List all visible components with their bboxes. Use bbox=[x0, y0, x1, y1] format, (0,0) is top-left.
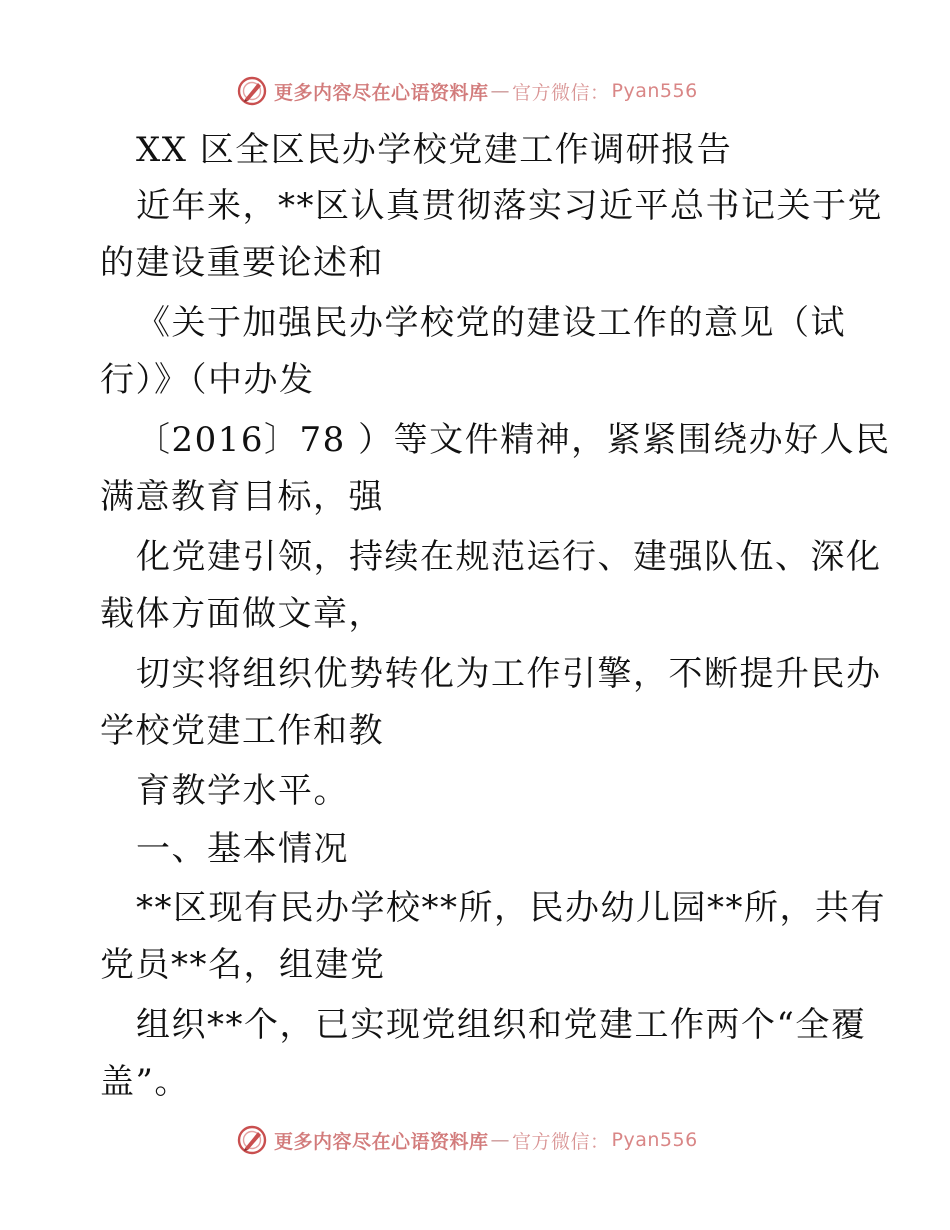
pen-circle-logo-icon bbox=[236, 75, 268, 107]
paragraph-line: 满意教育目标，强 bbox=[100, 477, 384, 517]
paragraph-line: 组织**个，已实现党组织和党建工作两个“全覆 bbox=[136, 1005, 867, 1045]
paragraph-line: 育教学水平。 bbox=[136, 771, 349, 811]
watermark-main-text: 更多内容尽在心语资料库 bbox=[274, 1130, 489, 1153]
paragraph-line: 盖”。 bbox=[100, 1062, 190, 1102]
watermark-wechat-id: Pyan556 bbox=[611, 1129, 698, 1151]
document-title: XX 区全区民办学校党建工作调研报告 bbox=[136, 130, 733, 170]
watermark-dash: — bbox=[490, 80, 511, 102]
paragraph-line: 化党建引领，持续在规范运行、建强队伍、深化 bbox=[136, 537, 882, 577]
paragraph-line: 近年来，**区认真贯彻落实习近平总书记关于党 bbox=[136, 186, 883, 226]
paragraph-line: **区现有民办学校**所，民办幼儿园**所，共有 bbox=[136, 888, 886, 928]
paragraph-line: 〔2016〕78 ）等文件精神，紧紧围绕办好人民 bbox=[136, 420, 891, 460]
pen-circle-logo-icon bbox=[236, 1124, 268, 1156]
watermark-header bbox=[236, 74, 698, 108]
watermark-footer bbox=[236, 1123, 698, 1157]
paragraph-line: 切实将组织优势转化为工作引擎，不断提升民办 bbox=[136, 654, 882, 694]
section-heading: 一、基本情况 bbox=[136, 829, 349, 869]
watermark-main-text: 更多内容尽在心语资料库 bbox=[274, 81, 489, 104]
paragraph-line: 《关于加强民办学校党的建设工作的意见（试 bbox=[136, 303, 846, 343]
watermark-sub-text: 官方微信： bbox=[512, 1130, 610, 1153]
paragraph-line: 行）》（中办发 bbox=[100, 360, 315, 400]
paragraph-line: 党员**名，组建党 bbox=[100, 945, 386, 985]
paragraph-line: 的建设重要论述和 bbox=[100, 243, 384, 283]
paragraph-line: 载体方面做文章， bbox=[100, 594, 384, 634]
watermark-dash: — bbox=[490, 1129, 511, 1151]
paragraph-line: 学校党建工作和教 bbox=[100, 711, 384, 751]
watermark-sub-text: 官方微信： bbox=[512, 81, 610, 104]
watermark-wechat-id: Pyan556 bbox=[611, 80, 698, 102]
